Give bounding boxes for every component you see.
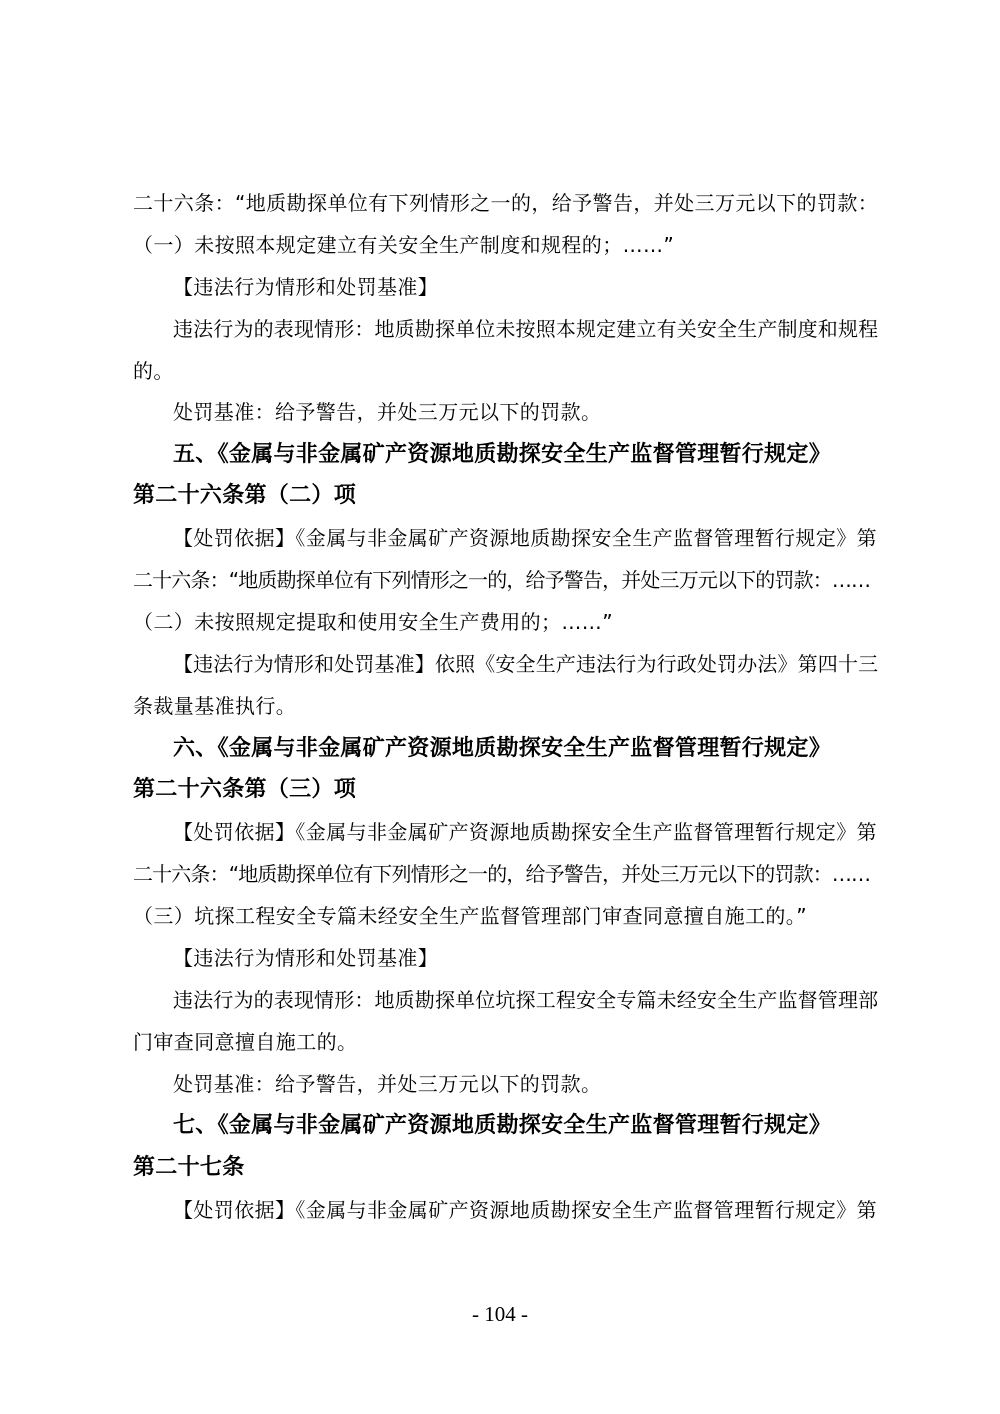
body-text-line: 二十六条：“地质勘探单位有下列情形之一的，给予警告，并处三万元以下的罚款：…… [133,568,871,592]
body-text-line: 【处罚依据】《金属与非金属矿产资源地质勘探安全生产监督管理暂行规定》第 [173,820,877,844]
body-text-line: 的。 [133,359,174,383]
section-heading-continued: 第二十六条第（三）项 [133,776,357,802]
body-text-line: 违法行为的表现情形：地质勘探单位坑探工程安全专篇未经安全生产监督管理部 [173,988,879,1012]
body-text-line: 【处罚依据】《金属与非金属矿产资源地质勘探安全生产监督管理暂行规定》第 [173,1198,877,1222]
body-text-line: 处罚基准：给予警告，并处三万元以下的罚款。 [173,1072,602,1096]
section-label: 【违法行为情形和处罚基准】 [173,946,439,970]
section-heading-continued: 第二十六条第（二）项 [133,482,357,508]
body-text-line: 【违法行为情形和处罚基准】依照《安全生产违法行为行政处罚办法》第四十三 [173,652,879,676]
body-text-line: 条裁量基准执行。 [133,694,297,718]
body-text-line: 二十六条：“地质勘探单位有下列情形之一的，给予警告，并处三万元以下的罚款：…… [133,862,871,886]
body-text-line: 【处罚依据】《金属与非金属矿产资源地质勘探安全生产监督管理暂行规定》第 [173,526,877,550]
page-number: - 104 - [472,1302,528,1326]
body-text-line: 二十六条：“地质勘探单位有下列情形之一的，给予警告，并处三万元以下的罚款： [133,191,879,215]
body-text-line: 处罚基准：给予警告，并处三万元以下的罚款。 [173,400,602,424]
body-text-line: （一）未按照本规定建立有关安全生产制度和规程的；……” [133,233,675,257]
body-text-line: （二）未按照规定提取和使用安全生产费用的；……” [133,610,613,634]
section-heading: 七、《金属与非金属矿产资源地质勘探安全生产监督管理暂行规定》 [173,1112,832,1138]
section-heading: 六、《金属与非金属矿产资源地质勘探安全生产监督管理暂行规定》 [173,735,832,761]
section-heading: 五、《金属与非金属矿产资源地质勘探安全生产监督管理暂行规定》 [173,441,832,467]
section-label: 【违法行为情形和处罚基准】 [173,275,439,299]
body-text-line: 违法行为的表现情形：地质勘探单位未按照本规定建立有关安全生产制度和规程 [173,317,879,341]
body-text-line: 门审查同意擅自施工的。 [133,1030,358,1054]
section-heading-continued: 第二十七条 [133,1154,245,1180]
body-text-line: （三）坑探工程安全专篇未经安全生产监督管理部门审查同意擅自施工的。” [133,904,807,928]
